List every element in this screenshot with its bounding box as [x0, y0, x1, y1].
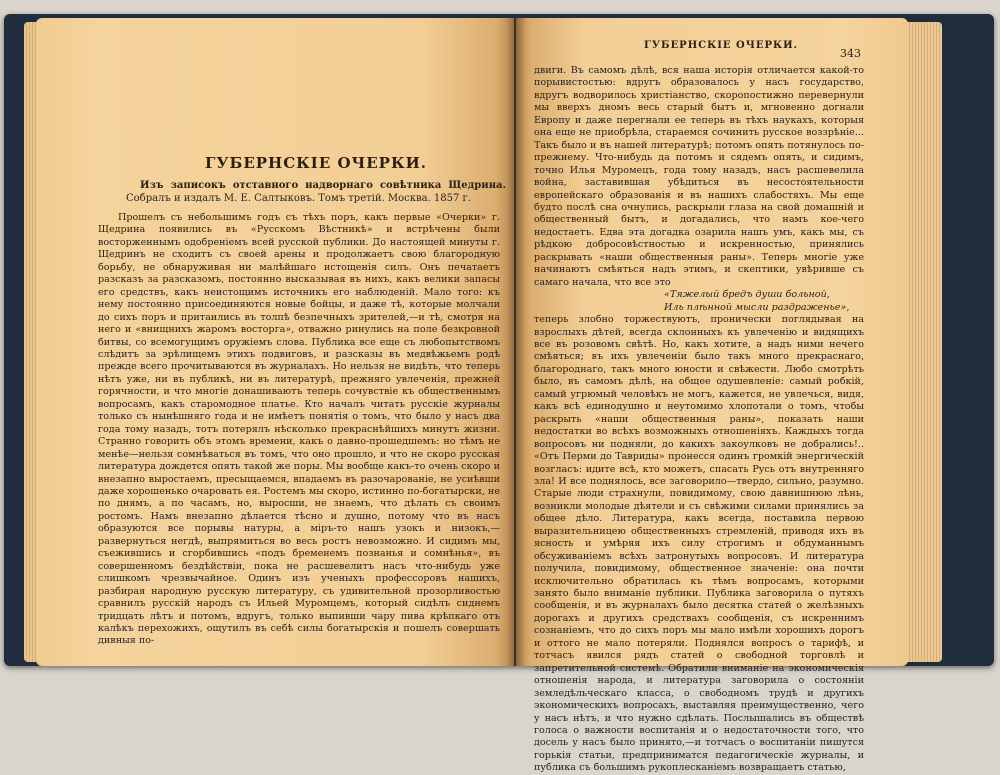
paragraph: теперь злобно торжествуютъ, пронически поглядывая на взрослыхъ дѣтей, всегда склонныхъ къ увлеченію и видящихъ все въ розовомъ свѣтѣ. Но, какъ хотите, а надъ ними нечего смѣяться; въ ихъ увлеченіи было такъ много прекраснаго, благороднаго, такъ много юности и свѣжести. Любо смотрѣть было, въ самомъ дѣлѣ, на общее одушевленіе: самый робкій, самый угрюмый человѣкъ не могъ, кажется, не увлечься, видя, какъ всѣ единодушно и неутомимо хлопотали о томъ, чтобы раскрыть «наши общественныя раны», показать наши недостатки во всѣхъ возможныхъ отношеніяхъ. Каждыхъ тогда вопросовъ ни подняли, до какихъ закоулковъ не добрались!.. «Отъ Перми до Тавриды» пронесся одинъ громкій энергическій возгласъ: идите всѣ, кто можетъ, спасать Русь отъ внутренняго зла! И все поднялось, все заговорило—твердо, сильно, разумно. Старые люди страхнули, повидимому, свою давнишнюю лѣнь, возникли молодые дѣятели и съ свѣжими силами принялись за общее дѣло. Литература, какъ всегда, поставила первою выразительницею общественныхъ стремленій, приводя ихъ въ ясность и умѣряя ихъ силу строгимъ и обдуманнымъ обсуживаніемъ всѣхъ затронутыхъ вопросовъ. И литература получила, повидимому, общественное значеніе: она почти исключительно обратилась къ тѣмъ вопросамъ, которыми занято было вниманіе публики. Публика заговорила о путяхъ сообщенія, и въ журналахъ было десятка статей о желѣзныхъ дорогахъ и другихъ средствахъ сообщенія, съ искреннимъ сознаніемъ, что до сихъ поръ мы мало имѣли хорошихъ дорогъ и оттого не мало потеряли. Поднялся вопросъ о тарифѣ, и тотчасъ явился рядъ статей о свободной торговлѣ и запретительной системѣ. Обратили вниманіе на экономическія отношенія народа, и литература заговорила о состояніи земледѣльческаго класса, о свободномъ трудѣ и другихъ экономическихъ вопросахъ, выставляя преимущественно, чего у насъ нѣтъ, и что нужно сдѣлать. Послышались въ обществѣ голоса о важности воспитанія и о недостаточности того, что досель у насъ было принято,—и тотчасъ о воспитаніи пишутся горькія статьи, предприниматся педагогическіе журналы, и публика съ большимъ рукоплесканіемъ возвращаетъ статью,	[534, 314, 864, 774]
right-page-text	[534, 65, 864, 775]
verse-line: Иль плѣнной мысли раздраженье»,	[664, 301, 850, 313]
review-header	[126, 179, 506, 205]
right-page	[516, 18, 908, 774]
running-head: ГУБЕРНСКІЕ ОЧЕРКИ.	[644, 40, 799, 51]
page-number: 343	[840, 47, 861, 60]
book-gutter	[506, 18, 526, 666]
left-page	[36, 18, 514, 666]
left-page-text	[98, 212, 500, 648]
paragraph: Прошелъ съ небольшимъ годъ съ тѣхъ поръ, какъ первые «Очерки» г. Щедрина появились въ «Русскомъ Вѣстникѣ» и встрѣчены были восторженнымъ одобреніемъ всей русской публики. До настоящей минуты г. Щедринъ не сходитъ съ своей арены и продолжаетъ свою благородную борьбу, не обнаруживая ни малѣйшаго истощенія силъ. Онъ печатаетъ разсказъ за разсказомъ, постоянно высказывая въ нихъ, какъ велики запасы его средствъ, какъ неистощимъ источникъ его наблюденій. Мало того: къ нему постоянно присоединяются новые бойцы, и даже тѣ, которые молчали до сихъ поръ и притаились въ толпѣ безпечныхъ зрителей,—и тѣ, смотря на него и «внищнихъ жаромъ восторга», отважно ринулись на поле безкровной битвы, со всемогущимъ оружіемъ слова. Публика все еще съ любопытствомъ слѣдитъ за эрѣлищемъ этихъ подвиговъ, и разсказы въ медвѣжьемъ родѣ прежде всего прочитываются въ журналахъ. Но нельзя не видѣть, что теперь нѣтъ уже, ни въ публикѣ, ни въ литературѣ, прежняго увлеченія, прежней горячности, и что многіе донашиваютъ теперь сочувствіе къ общественнымъ вопросамъ, какъ старомодное платье. Кто началъ читать русскіе журналы только съ нынѣшняго года и не имѣетъ понятія о томъ, что было у насъ два года тому назадъ, тотъ потерялъ нѣсколько прекраснѣйшихъ минутъ жизни. Странно говорить объ этомъ времени, какъ о давно-прошедшемъ: но тѣмъ не менѣе—нельзя сомнѣваться въ томъ, что оно прошло, и что не скоро русская литература дождется опять такой же поры. Мы вообще какъ-то очень скоро и внезапно выростаемъ, пресыщаемся, впадаемъ въ разочарованіе, не усиѣвши даже хорошенько очаровать ея. Ростемъ мы скоро, истинно по-богатырски, не по днямъ, а по часамъ, но, выросши, не знаемъ, что дѣлать съ своимъ ростомъ. Намъ внезапно дѣлается тѣсно и душно, потому что въ насъ образуются все порывы натуры, а міръ-то нашъ узокъ и низокъ,—развернуться негдѣ, выпрямиться во весь ростъ невозможно. И сидимъ мы, съежившись и сгорбившись «подъ бременемъ познанья и сомнѣнья», въ совершенномъ бездѣйствіи, пока не расшевелитъ насъ что-нибудь уже слишкомъ чрезвычайное. Одинъ изъ ученыхъ профессоровъ нашихъ, разбирая народную русскую литературу, съ удивительной прозорливостью сравнилъ русскій народъ съ Ильей Муромцемъ, который сидѣлъ сиднемъ тридцать лѣтъ и потомъ, вдругъ, только выпивши чару пива крѣпкаго отъ калѣкъ перехожихъ, ощутилъ въ себѣ силы богатырскія и пошелъ совершать дивныя по-	[98, 212, 500, 647]
review-details: Собралъ и издалъ М. Е. Салтыковъ. Томъ третій. Москва. 1857 г.	[126, 193, 471, 204]
verse-line: «Тяжелый бредъ души больной,	[664, 289, 830, 301]
review-heading: Изъ записокъ отставного надворнаго совѣтника Щедрина.	[140, 180, 506, 191]
paragraph: двиги. Въ самомъ дѣлѣ, вся наша исторія отличается какой-то порывистостью: вдругъ образовалось у насъ государство, вдругъ водворилось христіанство, скоропостижно перевернули мы вверхъ дномъ весь старый бытъ и, мгновенно догнали Европу и даже перегнали ее теперь въ тѣхъ наукахъ, которыя она еще не приобрѣла, стараемся сочинить русское воззрѣніе... Такъ было и въ нашей литературѣ; потомъ опять потянулось по-прежнему. Что-нибудь да потомъ и сядемъ опять, и сидимъ, точно Илья Муромецъ, года тому назадъ, насъ расшевелила война, заставившая убѣдиться въ несостоятельности европейскаго образованія и въ нашихъ слабостяхъ. Мы еще будто послѣ сна очнулись, раскрыли глаза на свой домашній и общественный бытъ, и догадались, что намъ кое-чего недостаетъ. Едва эта догадка озарила нашъ умъ, какъ мы, съ рѣдкою добросовѣстностью и искренностью, принялись раскрывать «наши общественныя раны». Теперь многіе уже начинаютъ смѣяться надъ этимъ, и скептики, увѣривше съ самаго начала, что все это	[534, 65, 864, 288]
chapter-title: ГУБЕРНСКІЕ ОЧЕРКИ.	[204, 154, 427, 172]
